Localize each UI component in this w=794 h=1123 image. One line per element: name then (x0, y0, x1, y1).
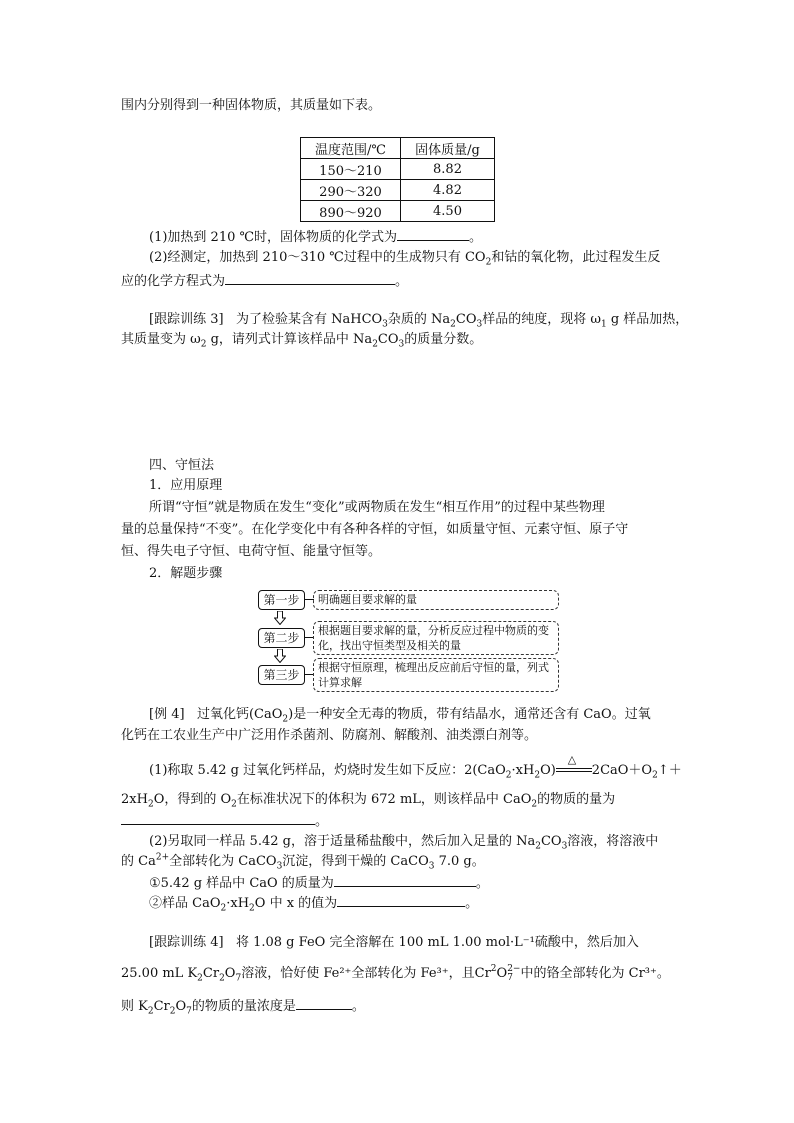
example-4-sub-2: ②样品 $CaO_2\cdot xH_2O$ 中 x 的值为 。 (149, 893, 478, 913)
track-4-line-3: 则 $K_2Cr_2O_7$的物质的量浓度是 。 (121, 996, 365, 1016)
track-4-text: Cr (202, 966, 220, 981)
track-4-text: Cr (153, 999, 170, 1014)
example-4-text: (2)另取同一样品 5.42 g，溶于适量稀盐酸中，然后加入足量的 Na (149, 834, 536, 849)
example-4-text: ·xH (226, 896, 250, 911)
table-header-row (301, 138, 495, 159)
mass-table (300, 137, 495, 222)
step-2-box: 第二步 (258, 628, 305, 648)
table-row (301, 180, 495, 201)
example-4-line-1: [例 4] 过氧化钙(CaO$_2$)是一种安全无毒的物质，带有结晶水，通常还含有 CaO。过氧 (149, 707, 651, 725)
example-4-text: 溶液，将溶液中 (567, 834, 659, 849)
table-cell: 4.50 (401, 201, 495, 222)
answer-blank[interactable] (296, 996, 352, 1010)
example-4-text: O，得到的 O (153, 792, 232, 807)
track-3-text: CO (455, 312, 477, 327)
track-3-text: g 样品加热， (606, 312, 689, 327)
track-4-text: 则 K (121, 999, 148, 1014)
track-3-label: [跟踪训练 3] (149, 312, 224, 327)
example-4-text: 7.0 g。 (434, 854, 485, 869)
step-3-box: 第三步 (258, 665, 305, 685)
example-4-sub-1: ①5.42 g 样品中 CaO 的质量为 。 (149, 873, 489, 893)
question-1-text: (1)加热到 210 ℃时，固体物质的化学式为 (149, 230, 398, 245)
example-4-text: 过氧化钙(CaO (196, 707, 283, 722)
example-4-text: )是一种安全无毒的物质，带有结晶水，通常还含有 CaO。过氧 (288, 707, 651, 722)
example-4-text: 的物质的量为 (537, 792, 616, 807)
example-4-text: 沉淀，得到干燥的 CaCO (282, 854, 429, 869)
example-4-text: 的 Ca (121, 854, 156, 869)
dichromate-scripts: 2− 7 (507, 964, 521, 983)
step-3-desc: 根据守恒原理，梳理出反应前后守恒的量，列式计算求解 (313, 658, 559, 692)
question-1: (1)加热到 210 ℃时，固体物质的化学式为 。 (149, 227, 482, 247)
intro-line: 围内分别得到一种固体物质，其质量如下表。 (121, 98, 382, 113)
example-4-text: 在标准状况下的体积为 672 mL，则该样品中 CaO (236, 792, 532, 807)
table-row (301, 159, 495, 180)
track-4-line-2: 25.00 mL $K_2Cr_2O_7$溶液，恰好使 Fe²⁺全部转化为 Fe³⁺，且Cr2 O2− 7 中的铬全部转化为 Cr³⁺。 (121, 964, 670, 984)
example-4-q1-line-3: 。 (121, 811, 328, 831)
example-4-text: ①5.42 g 样品中 CaO 的质量为 (149, 876, 334, 891)
track-4-text: O (224, 966, 236, 981)
answer-blank[interactable] (121, 811, 315, 825)
example-4-text: O 中 x 的值为 (254, 896, 338, 911)
track-3-text: 为了检验某含有 NaHCO (235, 312, 383, 327)
principle-paragraph: 所谓“守恒”就是物质在发生“变化”或两物质在发生“相互作用”的过程中某些物理 (149, 500, 605, 515)
track-4-text: 将 1.08 g FeO 完全溶解在 100 mL 1.00 mol·L⁻¹硫酸中，然后加入 (235, 935, 639, 950)
track-4-text: 25.00 mL K (121, 966, 198, 981)
example-4-q1-line-1: (1)称取 5.42 g 过氧化钙样品，灼烧时发生如下反应：$2(CaO_2\cdot xH_2O)$ △ $2CaO+O_2↑+$ (149, 753, 682, 781)
track-4-label: [跟踪训练 4] (149, 935, 224, 950)
dichromate-scripts: 2 (490, 964, 497, 974)
track-4-text: Cr (474, 966, 491, 981)
answer-blank[interactable] (397, 227, 469, 241)
example-4-text: ②样品 CaO (149, 896, 221, 911)
down-arrow-icon (274, 649, 286, 663)
step-1-desc: 明确题目要求解的量 (313, 590, 559, 610)
example-4-text: CO (540, 834, 562, 849)
example-4-text: 2CaO＋O (591, 763, 653, 778)
example-4-text: 2xH (121, 792, 148, 807)
track-4-text: O (496, 966, 508, 981)
table-header: 温度范围/℃ (301, 138, 401, 159)
track-4-text: O (175, 999, 187, 1014)
step-1-box: 第一步 (258, 590, 305, 610)
example-4-text: O) (540, 763, 556, 778)
down-arrow-icon (274, 611, 286, 625)
track-3-line-1: [跟踪训练 3] 为了检验某含有 NaHCO$_3$杂质的 $Na_2CO_3$样品的纯度，现将 $\omega_1$ g 样品加热， (149, 312, 689, 330)
question-2-line-2: 应的化学方程式为 。 (121, 271, 408, 291)
question-2-text: 应的化学方程式为 (121, 274, 226, 289)
steps-diagram (258, 588, 563, 694)
track-3-text: 杂质的 Na (387, 312, 451, 327)
example-4-text: 全部转化为 CaCO (169, 854, 277, 869)
table-header: 固体质量/g (401, 138, 495, 159)
example-4-q2-line-1: (2)另取同一样品 5.42 g，溶于适量稀盐酸中，然后加入足量的 $Na_2CO_3$溶液，将溶液中 (149, 834, 659, 852)
table-cell: 150～210 (301, 159, 401, 180)
track-3-text: 其质量变为 ω (121, 332, 201, 347)
heat-triangle-icon: △ (567, 753, 577, 766)
answer-blank[interactable] (337, 893, 465, 907)
track-4-text: 的物质的量浓度是 (191, 999, 296, 1014)
heating-condition (556, 753, 592, 775)
step-2-desc: 根据题目要求解的量，分析反应过程中物质的变化，找出守恒类型及相关的量 (313, 621, 559, 655)
question-2-text: (2)经测定，加热到 210～310 ℃过程中的生成物只有 CO (149, 250, 486, 265)
track-3-line-2: 其质量变为 $\omega_2$ g，请列式计算该样品中 $Na_2CO_3$的质量分数。 (121, 332, 483, 350)
principle-paragraph: 恒、得失电子守恒、电荷守恒、能量守恒等。 (121, 544, 382, 559)
question-2-line-1: (2)经测定，加热到 210～310 ℃过程中的生成物只有 $CO_2$和钴的氧化物，此过程发生反 (149, 250, 661, 268)
example-4-text: (1)称取 5.42 g 过氧化钙样品，灼烧时发生如下反应：2(CaO (149, 763, 506, 778)
example-4-label: [例 4] (149, 707, 185, 722)
table-row (301, 201, 495, 222)
example-4-line-2: 化钙在工农业生产中广泛用作杀菌剂、防腐剂、解酸剂、油类漂白剂等。 (121, 728, 538, 743)
subsection-principle: 1．应用原理 (149, 478, 223, 493)
track-4-text: 中的铬全部转化为 Cr³⁺。 (520, 966, 670, 981)
example-4-q2-line-2: 的 $Ca^{2+}$全部转化为 CaCO$_3$沉淀，得到干燥的 CaCO$_3$ 7.0 g。 (121, 852, 485, 872)
track-4-line-1 (149, 934, 639, 952)
section-title: 四、守恒法 (149, 458, 215, 473)
principle-paragraph: 量的总量保持“不变”。在化学变化中有各种各样的守恒，如质量守恒、元素守恒、原子守 (121, 522, 629, 537)
track-3-text: 的质量分数。 (404, 332, 483, 347)
table-cell: 8.82 (401, 159, 495, 180)
example-4-q1-line-2: $2xH_2O$，得到的 $O_2$在标准状况下的体积为 672 mL，则该样品中 CaO$_2$的物质的量为 (121, 792, 616, 810)
track-3-text: g，请列式计算该样品中 Na (206, 332, 373, 347)
answer-blank[interactable] (225, 271, 395, 285)
answer-blank[interactable] (334, 873, 476, 887)
table-cell: 4.82 (401, 180, 495, 201)
table-cell: 890～920 (301, 201, 401, 222)
example-4-text: ↑＋ (657, 763, 682, 778)
subsection-steps: 2．解题步骤 (149, 566, 223, 581)
track-3-text: CO (377, 332, 399, 347)
track-3-text: 样品的纯度，现将 ω (482, 312, 601, 327)
track-4-text: 溶液，恰好使 Fe²⁺全部转化为 Fe³⁺，且 (241, 966, 475, 981)
question-2-text: 和钴的氧化物，此过程发生反 (491, 250, 661, 265)
example-4-text: ·xH (511, 763, 535, 778)
table-cell: 290～320 (301, 180, 401, 201)
